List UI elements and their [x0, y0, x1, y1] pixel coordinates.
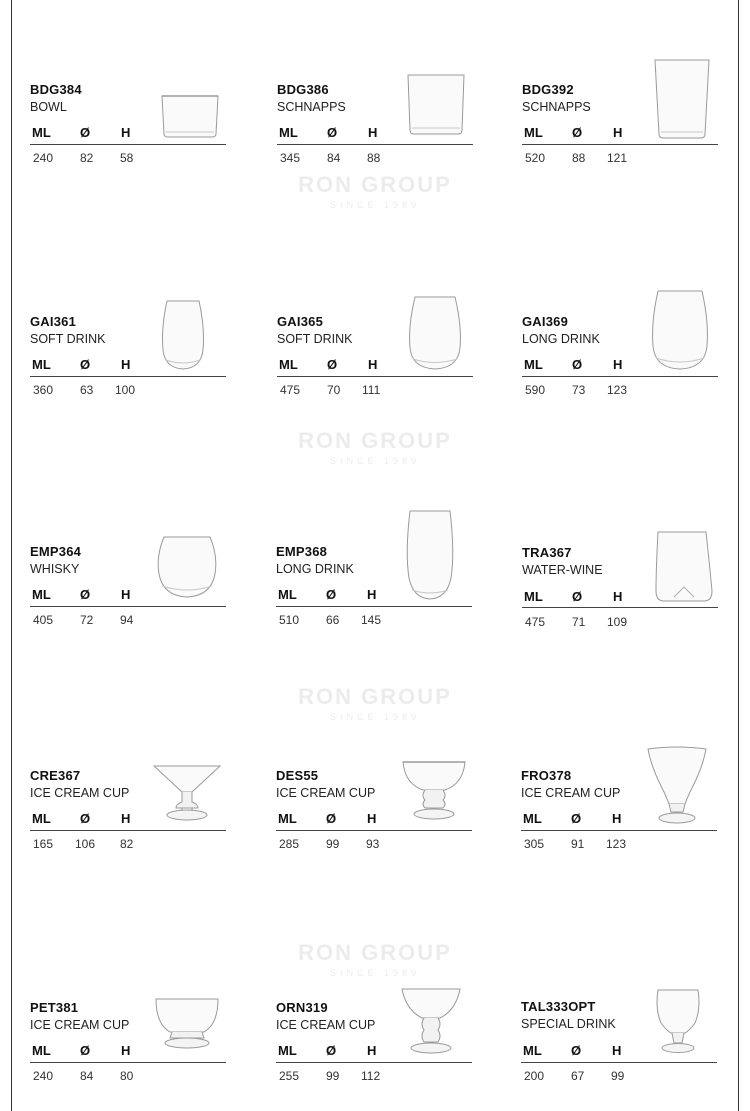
diameter-header: Ø [572, 357, 583, 372]
height-header: H [367, 587, 377, 602]
product-name: ICE CREAM CUP [30, 786, 130, 800]
product-code: BDG384 [30, 82, 82, 97]
diameter-header: Ø [326, 811, 337, 826]
product-name: WHISKY [30, 562, 80, 576]
diameter-value: 88 [572, 151, 586, 165]
height-header: H [613, 357, 623, 372]
diameter-value: 63 [80, 383, 94, 397]
product-name: LONG DRINK [276, 562, 354, 576]
divider [522, 607, 718, 608]
ml-header: ML [278, 1043, 297, 1058]
watermark-brand: RON GROUP [298, 940, 452, 965]
product-card [276, 768, 476, 878]
divider [30, 1062, 226, 1063]
ml-header: ML [524, 357, 543, 372]
product-card [30, 768, 230, 878]
ml-value: 360 [33, 383, 54, 397]
ml-value: 165 [33, 837, 54, 851]
height-value: 121 [607, 151, 628, 165]
ml-value: 405 [33, 613, 54, 627]
divider [30, 606, 226, 607]
height-header: H [368, 357, 378, 372]
ml-value: 345 [280, 151, 301, 165]
ml-value: 285 [279, 837, 300, 851]
height-value: 99 [611, 1069, 625, 1083]
divider [277, 144, 473, 145]
watermark-brand: RON GROUP [298, 172, 452, 197]
divider [30, 144, 226, 145]
height-header: H [121, 1043, 131, 1058]
product-card [30, 544, 230, 654]
ml-header: ML [523, 811, 542, 826]
ml-header: ML [524, 125, 543, 140]
height-value: 88 [367, 151, 381, 165]
height-header: H [121, 587, 131, 602]
product-name: ICE CREAM CUP [276, 1018, 376, 1032]
ml-header: ML [278, 587, 297, 602]
height-header: H [367, 811, 377, 826]
stemless-glass-icon [650, 288, 710, 372]
watermark-brand: RON GROUP [298, 428, 452, 453]
product-card [521, 999, 721, 1109]
ml-header: ML [32, 125, 51, 140]
martini-cup-icon [152, 764, 222, 824]
diameter-header: Ø [80, 125, 91, 140]
height-value: 82 [120, 837, 134, 851]
tall-barrel-glass-icon [404, 508, 456, 602]
watermark-since: SINCE 1989 [329, 200, 421, 210]
diameter-header: Ø [572, 125, 583, 140]
height-value: 94 [120, 613, 134, 627]
ml-value: 475 [280, 383, 301, 397]
diameter-value: 71 [572, 615, 586, 629]
watermark-since: SINCE 1989 [329, 712, 421, 722]
ml-header: ML [523, 1043, 542, 1058]
height-value: 112 [361, 1069, 381, 1083]
stemless-glass-icon [160, 298, 206, 372]
product-name: SOFT DRINK [277, 332, 353, 346]
ml-value: 255 [279, 1069, 300, 1083]
footed-tulip-glass-icon [653, 987, 703, 1057]
divider [522, 376, 718, 377]
product-name: SPECIAL DRINK [521, 1017, 616, 1031]
product-code: GAI361 [30, 314, 77, 329]
height-header: H [613, 589, 623, 604]
diameter-header: Ø [80, 811, 91, 826]
height-value: 123 [606, 837, 627, 851]
product-name: SOFT DRINK [30, 332, 106, 346]
watermark-since: SINCE 1989 [329, 968, 421, 978]
height-header: H [613, 125, 623, 140]
divider [521, 830, 717, 831]
divider [522, 144, 718, 145]
height-header: H [121, 357, 131, 372]
divider [276, 606, 472, 607]
ml-value: 475 [525, 615, 546, 629]
ml-header: ML [32, 811, 51, 826]
product-card [276, 1000, 476, 1110]
product-code: DES55 [276, 768, 319, 783]
diameter-value: 84 [327, 151, 341, 165]
ml-header: ML [32, 587, 51, 602]
watermark-since: SINCE 1989 [329, 456, 421, 466]
tumbler-mid-icon [405, 72, 467, 138]
diameter-header: Ø [326, 1043, 337, 1058]
page-border-right [738, 0, 739, 1111]
diameter-value: 99 [326, 1069, 340, 1083]
page-border-left [11, 0, 12, 1111]
product-card [277, 82, 477, 192]
diameter-value: 66 [326, 613, 340, 627]
product-code: EMP364 [30, 544, 82, 559]
divider [30, 376, 226, 377]
diameter-header: Ø [80, 1043, 91, 1058]
diameter-header: Ø [571, 811, 582, 826]
product-name: WATER-WINE [522, 563, 603, 577]
product-card [30, 1000, 230, 1110]
flared-cup-icon [645, 746, 709, 828]
height-header: H [367, 1043, 377, 1058]
divider [276, 830, 472, 831]
height-value: 111 [362, 383, 381, 397]
water-glass-icon [652, 529, 716, 605]
product-code: FRO378 [521, 768, 572, 783]
diameter-value: 84 [80, 1069, 94, 1083]
product-code: TRA367 [522, 545, 572, 560]
height-value: 58 [120, 151, 134, 165]
height-value: 145 [361, 613, 382, 627]
product-card [277, 314, 477, 424]
ml-header: ML [32, 1043, 51, 1058]
height-value: 100 [115, 383, 136, 397]
product-code: PET381 [30, 1000, 79, 1015]
diameter-header: Ø [327, 125, 338, 140]
product-code: GAI369 [522, 314, 569, 329]
watermark [0, 684, 750, 722]
ml-value: 510 [279, 613, 300, 627]
ml-header: ML [279, 357, 298, 372]
diameter-value: 82 [80, 151, 94, 165]
watermark-brand: RON GROUP [298, 684, 452, 709]
barrel-glass-icon [156, 534, 218, 600]
product-card [276, 544, 476, 654]
ml-value: 520 [525, 151, 546, 165]
diameter-value: 106 [75, 837, 96, 851]
diameter-header: Ø [571, 1043, 582, 1058]
diameter-value: 99 [326, 837, 340, 851]
ml-header: ML [32, 357, 51, 372]
watermark [0, 428, 750, 466]
product-name: LONG DRINK [522, 332, 600, 346]
tumbler-low-icon [160, 92, 220, 142]
ml-header: ML [279, 125, 298, 140]
product-code: EMP368 [276, 544, 328, 559]
tumbler-tall-icon [652, 57, 712, 141]
diameter-value: 91 [571, 837, 585, 851]
product-name: SCHNAPPS [277, 100, 346, 114]
product-name: ICE CREAM CUP [30, 1018, 130, 1032]
product-code: BDG386 [277, 82, 329, 97]
divider [277, 376, 473, 377]
product-name: ICE CREAM CUP [276, 786, 376, 800]
footed-dessert-cup-icon [400, 986, 462, 1058]
product-card [30, 82, 230, 192]
diameter-value: 70 [327, 383, 341, 397]
squat-footed-cup-icon [154, 996, 220, 1052]
product-name: ICE CREAM CUP [521, 786, 621, 800]
watermark [0, 940, 750, 978]
product-card [522, 314, 722, 424]
height-header: H [121, 125, 131, 140]
diameter-value: 73 [572, 383, 586, 397]
product-name: BOWL [30, 100, 67, 114]
ml-header: ML [278, 811, 297, 826]
product-code: BDG392 [522, 82, 574, 97]
height-value: 80 [120, 1069, 134, 1083]
product-card [30, 314, 230, 424]
height-value: 123 [607, 383, 628, 397]
diameter-header: Ø [326, 587, 337, 602]
footed-bowl-icon [401, 758, 467, 824]
product-name: SCHNAPPS [522, 100, 591, 114]
height-header: H [612, 1043, 622, 1058]
product-card [521, 768, 721, 878]
ml-value: 240 [33, 1069, 54, 1083]
diameter-value: 72 [80, 613, 94, 627]
height-header: H [368, 125, 378, 140]
ml-value: 240 [33, 151, 54, 165]
height-header: H [121, 811, 131, 826]
divider [276, 1062, 472, 1063]
diameter-header: Ø [80, 357, 91, 372]
product-code: CRE367 [30, 768, 81, 783]
diameter-header: Ø [80, 587, 91, 602]
diameter-header: Ø [327, 357, 338, 372]
product-code: TAL333OPT [521, 999, 596, 1014]
product-card [522, 545, 722, 655]
height-value: 109 [607, 615, 628, 629]
height-value: 93 [366, 837, 380, 851]
height-header: H [612, 811, 622, 826]
ml-header: ML [524, 589, 543, 604]
divider [30, 830, 226, 831]
stemless-glass-icon [407, 294, 463, 372]
product-card [522, 82, 722, 192]
product-code: GAI365 [277, 314, 324, 329]
ml-value: 200 [524, 1069, 545, 1083]
diameter-header: Ø [572, 589, 583, 604]
diameter-value: 67 [571, 1069, 585, 1083]
ml-value: 590 [525, 383, 546, 397]
divider [521, 1062, 717, 1063]
product-code: ORN319 [276, 1000, 328, 1015]
ml-value: 305 [524, 837, 545, 851]
